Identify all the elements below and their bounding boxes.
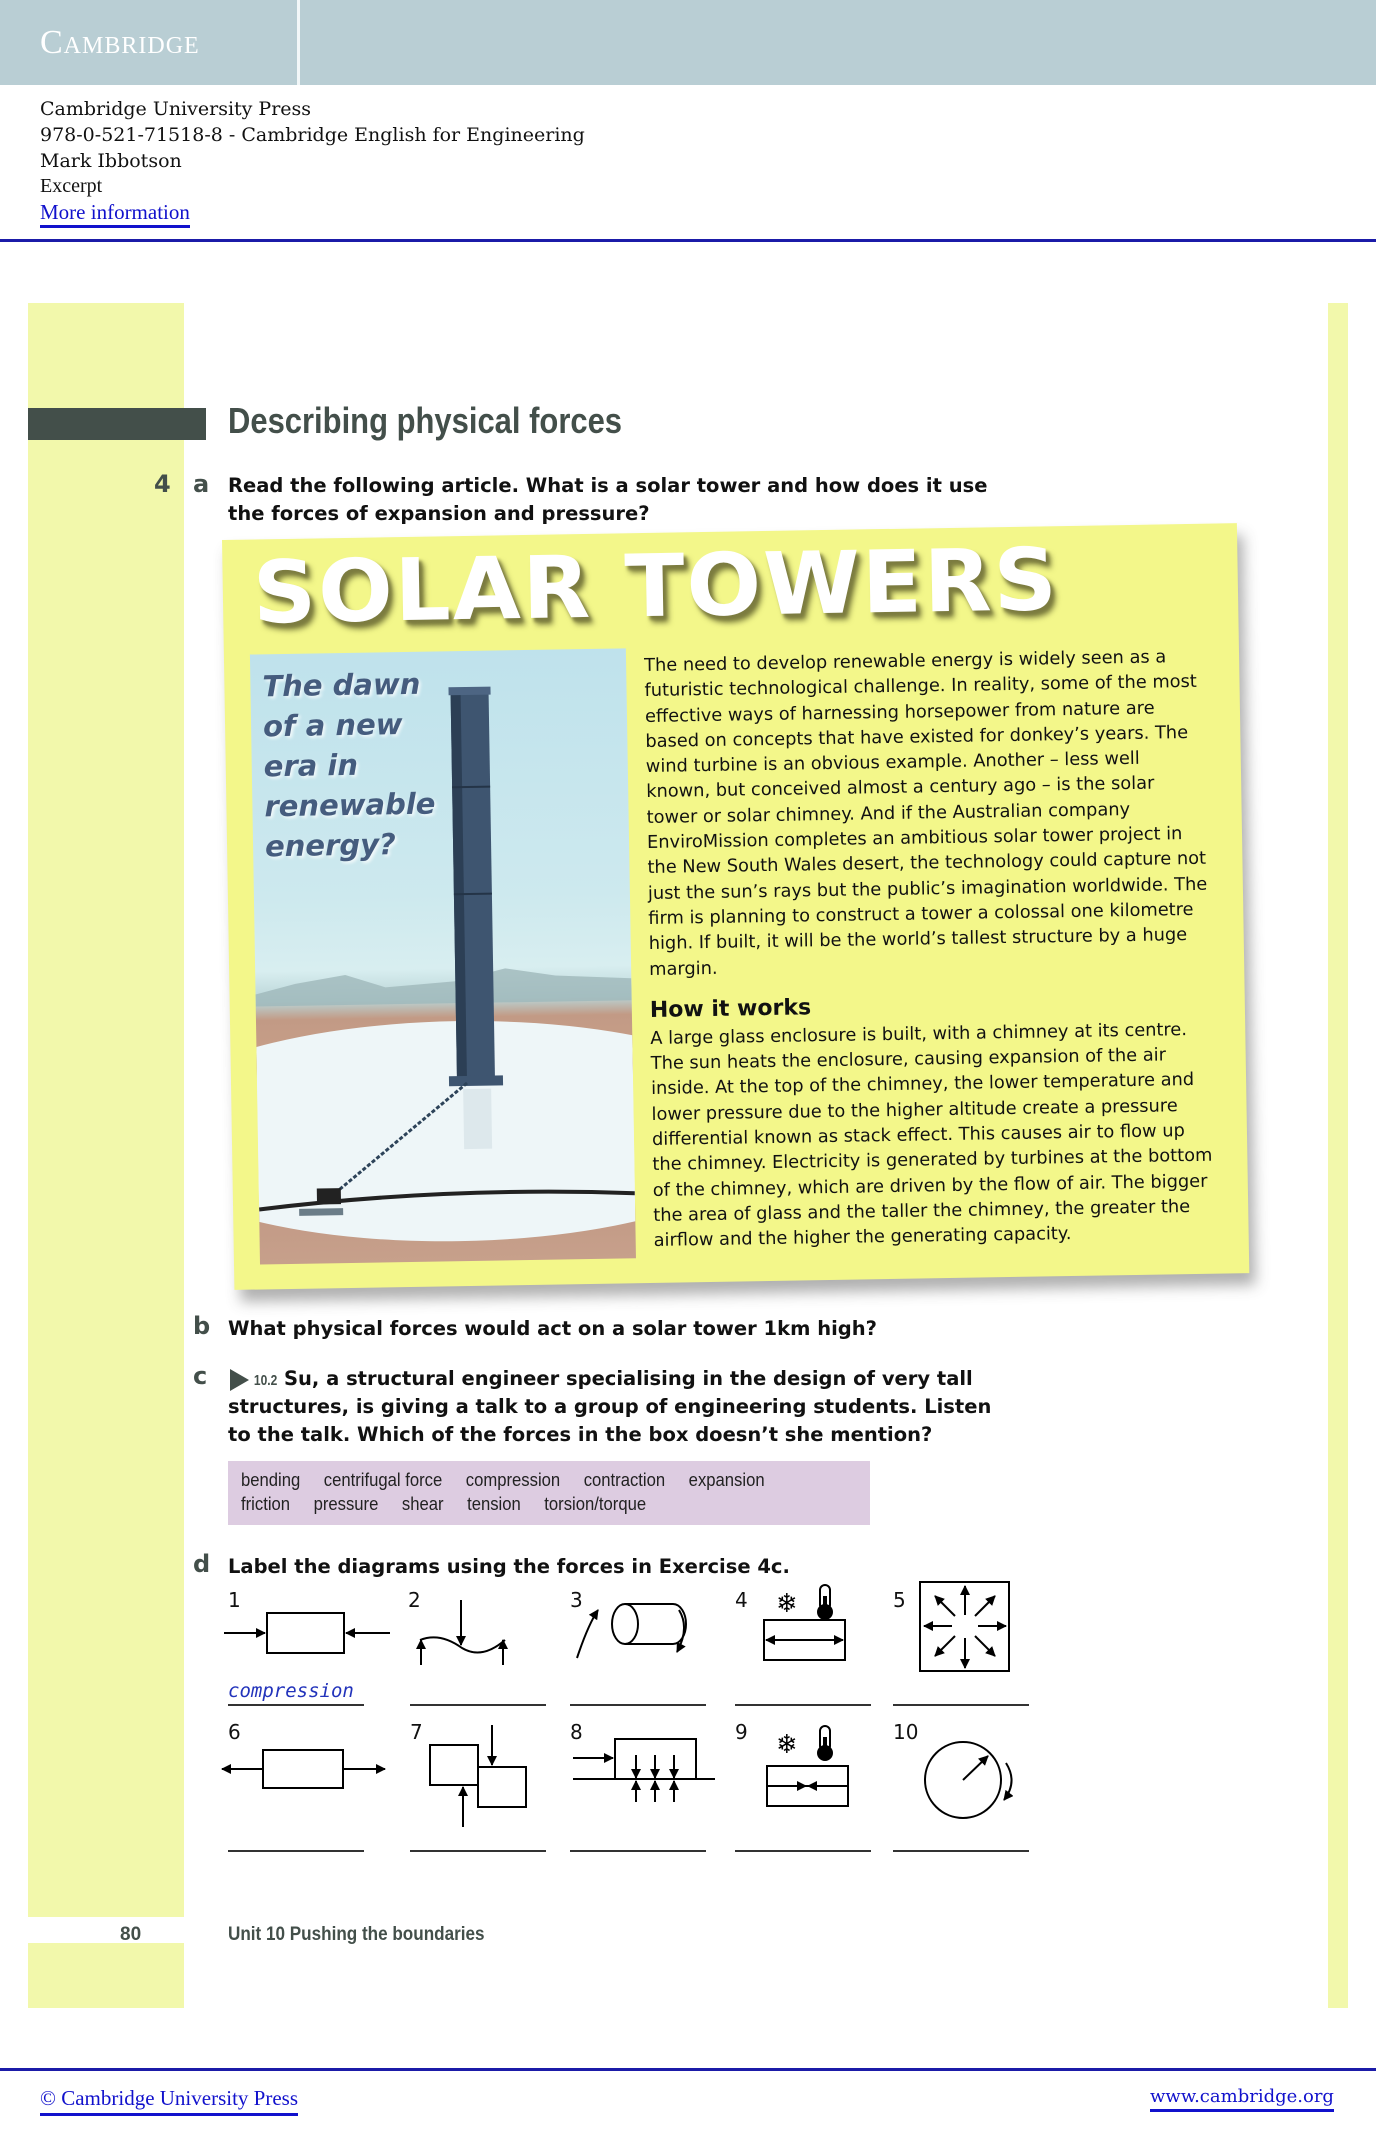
answer-line[interactable] [735, 1850, 871, 1852]
force-word: expansion [688, 1469, 765, 1490]
exercise-letter-c: c [193, 1362, 208, 1390]
thermometer-icon [818, 1585, 832, 1760]
diagram-5-pressure-icon [920, 1582, 1009, 1671]
exercise-letter-a: a [193, 470, 210, 498]
diagram-number: 1 [228, 1588, 241, 1612]
answer-line[interactable] [893, 1704, 1029, 1706]
answer-line[interactable] [570, 1850, 706, 1852]
svg-text:❄: ❄ [776, 1730, 798, 1760]
exercise-letter-d: d [193, 1550, 211, 1578]
page-number: 80 [120, 1924, 142, 1945]
photo-caption: The dawn of a new era in renewable energy? [262, 666, 436, 864]
diagram-4-expansion-icon [764, 1620, 845, 1660]
publisher-line: Cambridge University Press [40, 98, 312, 120]
exercise-letter-b: b [193, 1312, 211, 1340]
audio-track-number: 10.2 [253, 1371, 278, 1389]
article-box [222, 523, 1249, 1290]
diagram-10-centrifugal-icon [925, 1742, 1012, 1818]
unit-title: Unit 10 Pushing the boundaries [228, 1924, 485, 1945]
force-word: friction [241, 1493, 291, 1514]
author-line: Mark Ibbotson [40, 150, 182, 172]
answer-line[interactable] [410, 1704, 546, 1706]
diagram-2-bending-icon [420, 1600, 505, 1665]
right-margin-strip [1328, 303, 1348, 2008]
exercise-d-text: Label the diagrams using the forces in Exercise 4c. [228, 1555, 790, 1578]
solar-tower-photo [250, 648, 636, 1264]
exercise-a-text: Read the following article. What is a solar tower and how does it use the forces of expansion and pressure? [228, 474, 988, 525]
diagram-number: 8 [570, 1720, 583, 1744]
section-title: Describing physical forces [228, 400, 623, 441]
force-word: compression [465, 1469, 561, 1490]
header-rule [0, 239, 1376, 242]
force-word: bending [241, 1469, 301, 1490]
diagram-number: 9 [735, 1720, 748, 1744]
snowflake-icon [776, 1589, 798, 1760]
header-divider [297, 0, 300, 85]
force-diagrams [0, 1560, 1100, 1860]
more-information-link[interactable]: More information [40, 200, 190, 228]
force-word: pressure [313, 1493, 379, 1514]
heading-bar [28, 408, 206, 440]
answer-line[interactable] [228, 1850, 364, 1852]
excerpt-line: Excerpt [40, 175, 103, 197]
header-band [0, 0, 1376, 85]
forces-row-2 [241, 1493, 665, 1515]
answer-line[interactable] [735, 1704, 871, 1706]
diagram-1-compression-icon [224, 1613, 390, 1653]
diagram-number: 2 [408, 1588, 421, 1612]
answer-line[interactable] [570, 1704, 706, 1706]
diagram-3-torsion-icon [577, 1604, 686, 1658]
diagram-number: 5 [893, 1588, 906, 1612]
exercise-b-text: What physical forces would act on a solar tower 1km high? [228, 1317, 877, 1340]
force-word: centrifugal force [323, 1469, 443, 1490]
website-link[interactable]: www.cambridge.org [1150, 2086, 1334, 2112]
forces-word-box [228, 1461, 870, 1525]
force-word: torsion/torque [544, 1493, 647, 1514]
force-word: shear [401, 1493, 444, 1514]
article-title: SOLAR TOWERS [252, 530, 1060, 644]
diagram-1-answer[interactable]: compression [228, 1680, 354, 1702]
left-margin-strip-bottom [28, 1943, 184, 2008]
diagram-6-tension-icon [222, 1750, 385, 1788]
diagram-7-shear-icon [430, 1725, 526, 1827]
copyright-link[interactable]: © Cambridge University Press [40, 2086, 298, 2116]
answer-line[interactable] [410, 1850, 546, 1852]
article-body [644, 644, 1214, 1254]
cambridge-logo: Cambridge [40, 24, 200, 61]
answer-line[interactable] [893, 1850, 1029, 1852]
force-word: contraction [583, 1469, 666, 1490]
exercise-c-text: Su, a structural engineer specialising in the design of very tall structures, is giving a talk to a group of engineering students. Listen to the talk. Which of the forces in the box doesn’t she mention? [228, 1367, 992, 1446]
diagram-number: 6 [228, 1720, 241, 1744]
answer-line[interactable] [228, 1704, 364, 1706]
diagram-number: 3 [570, 1588, 583, 1612]
force-word: tension [467, 1493, 521, 1514]
diagram-8-friction-icon [573, 1739, 715, 1802]
diagram-9-contraction-icon [767, 1766, 848, 1806]
svg-text:❄: ❄ [776, 1589, 798, 1619]
diagram-number: 7 [410, 1720, 423, 1744]
diagram-number: 4 [735, 1588, 748, 1612]
exercise-number: 4 [154, 470, 171, 498]
how-it-works-text: A large glass enclosure is built, with a chimney at its centre. The sun heats the enclosure, causing expansion of the air inside. At the top of the chimney, the lower temperature and lower pressure due to the higher altitude create a pressure differential known as stack effect. This causes air to flow up the chimney. Electricity is generated by turbines at the bottom of the chimney, which are driven by the flow of air. The bigger the area of glass and the taller the chimney, the greater the airflow and the higher the generating capacity. [650, 1018, 1213, 1252]
how-it-works-title: How it works [649, 995, 812, 1023]
diagram-number: 10 [893, 1720, 919, 1744]
isbn-title-line: 978-0-521-71518-8 - Cambridge English for Engineering [40, 124, 585, 146]
article-intro: The need to develop renewable energy is widely seen as a futuristic technological challenge. In reality, some of the most effective ways of harnessing horsepower from nature are based on concepts that have existed for donkey’s years. The wind turbine is an obvious example. Another – less well known, but conceived almost a century ago – is the solar tower or solar chimney. And if the Australian company EnviroMission completes an ambitious solar tower project in the New South Wales desert, the technology could capture not just the sun’s rays but the public’s imagination worldwide. The firm is planning to construct a tower a colossal one kilometre high. If built, it will be the world’s tallest structure by a huge margin. [643, 646, 1208, 980]
forces-row-1 [241, 1469, 783, 1491]
footer-rule [0, 2068, 1376, 2071]
